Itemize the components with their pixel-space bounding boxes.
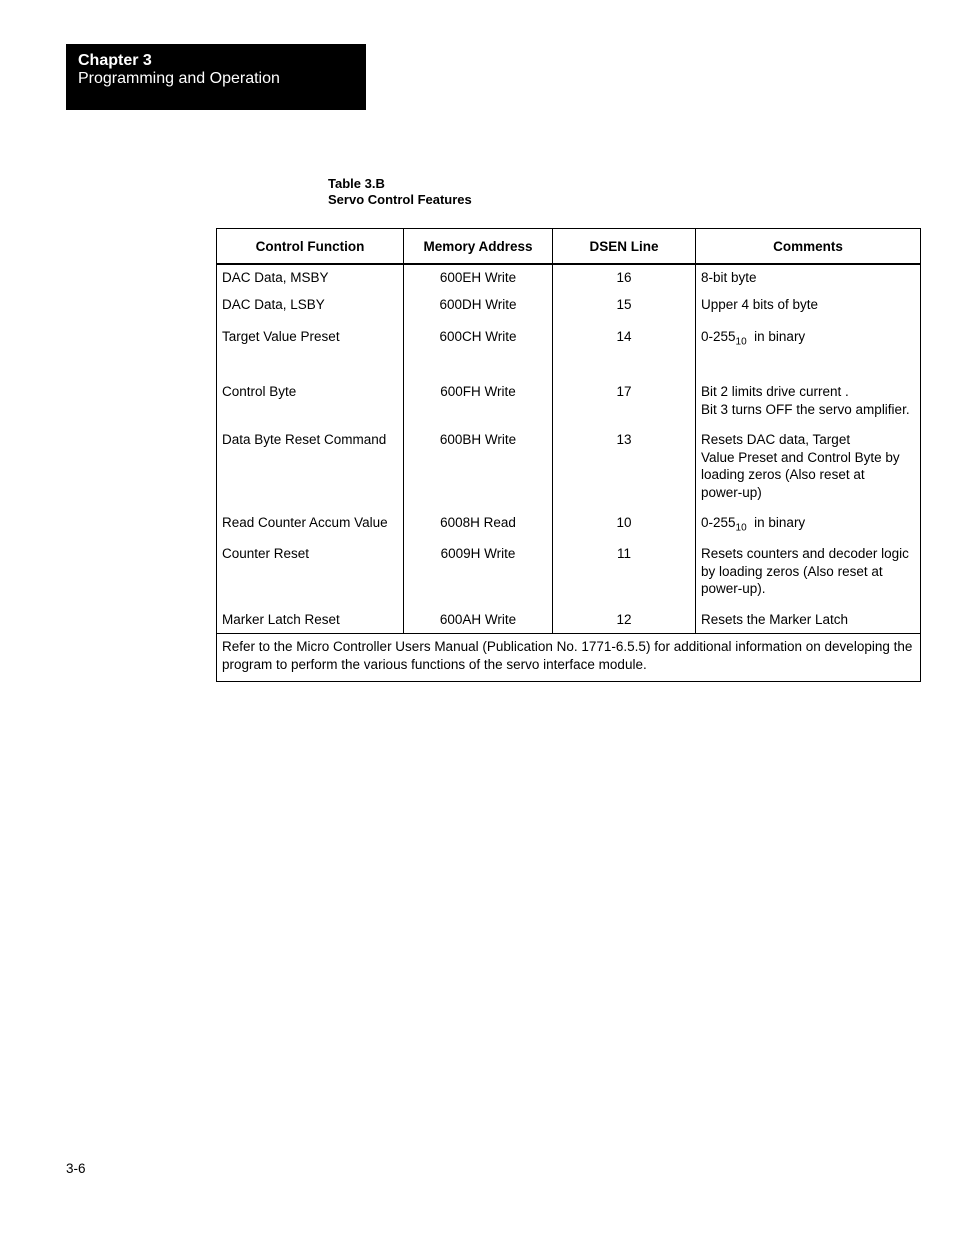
cell-function: DAC Data, MSBY <box>217 264 404 296</box>
comment-line: power-up). <box>701 581 766 596</box>
comment-line: Bit 3 turns OFF the servo amplifier. <box>701 401 910 417</box>
table-number: Table 3.B <box>328 176 385 191</box>
cell-function: DAC Data, LSBY <box>217 296 404 328</box>
cell-function: Read Counter Accum Value <box>217 514 404 545</box>
comment-line: Bit 2 limits drive current . <box>701 384 849 399</box>
comment-line: by loading zeros (Also reset at <box>701 563 883 579</box>
cell-dsen: 17 <box>553 383 696 431</box>
cell-comment <box>696 611 921 634</box>
comment-line: 8-bit byte <box>701 270 757 285</box>
cell-comment <box>696 431 921 514</box>
table-header-row <box>217 229 921 265</box>
comment-line: Resets the Marker Latch <box>701 612 849 627</box>
table-row <box>217 431 921 514</box>
cell-function: Marker Latch Reset <box>217 611 404 634</box>
comment-line: Value Preset and Control Byte by <box>701 449 900 465</box>
chapter-number: Chapter 3 <box>78 52 152 69</box>
table-row <box>217 611 921 634</box>
chapter-header <box>66 44 366 110</box>
comment-range: 0-255 <box>701 329 736 344</box>
comment-line: Resets counters and decoder logic <box>701 546 909 561</box>
page-number: 3-6 <box>66 1161 86 1176</box>
cell-dsen: 13 <box>553 431 696 514</box>
comment-subscript: 10 <box>735 522 747 534</box>
table-row <box>217 383 921 431</box>
table-row <box>217 328 921 383</box>
comment-line: loading zeros (Also reset at <box>701 467 865 482</box>
cell-dsen: 16 <box>553 264 696 296</box>
comment-range: 0-255 <box>701 515 736 530</box>
cell-function: Control Byte <box>217 383 404 431</box>
cell-dsen: 10 <box>553 514 696 545</box>
cell-address: 600CH Write <box>404 328 553 383</box>
table-row <box>217 514 921 545</box>
column-header-control-function: Control Function <box>217 229 404 265</box>
cell-address: 600FH Write <box>404 383 553 431</box>
table-note-row <box>217 634 921 682</box>
cell-comment <box>696 514 921 545</box>
cell-comment <box>696 328 921 383</box>
cell-comment <box>696 545 921 611</box>
cell-address: 600DH Write <box>404 296 553 328</box>
cell-comment <box>696 264 921 296</box>
comment-line: Resets DAC data, Target <box>701 432 851 447</box>
comment-suffix: in binary <box>746 329 806 344</box>
comment-line: power-up) <box>701 484 762 500</box>
column-header-comments: Comments <box>696 229 921 265</box>
servo-control-features-table <box>216 228 921 682</box>
cell-dsen: 14 <box>553 328 696 383</box>
table-note: Refer to the Micro Controller Users Manual (Publication No. 1771-6.5.5) for additional information on developing the program to perform the various functions of the servo interface module. <box>217 634 921 682</box>
cell-comment <box>696 383 921 431</box>
chapter-title: Programming and Operation <box>78 70 280 87</box>
cell-address: 600BH Write <box>404 431 553 514</box>
column-header-dsen-line: DSEN Line <box>553 229 696 265</box>
table-row <box>217 545 921 611</box>
cell-dsen: 12 <box>553 611 696 634</box>
table-row <box>217 296 921 328</box>
table-title: Servo Control Features <box>328 192 472 207</box>
cell-function: Target Value Preset <box>217 328 404 383</box>
cell-address: 6008H Read <box>404 514 553 545</box>
cell-function: Counter Reset <box>217 545 404 611</box>
comment-subscript: 10 <box>735 336 747 348</box>
comment-line: Upper 4 bits of byte <box>701 297 819 312</box>
cell-address: 600EH Write <box>404 264 553 296</box>
table-row <box>217 264 921 296</box>
cell-address: 6009H Write <box>404 545 553 611</box>
column-header-memory-address: Memory Address <box>404 229 553 265</box>
cell-address: 600AH Write <box>404 611 553 634</box>
cell-function: Data Byte Reset Command <box>217 431 404 514</box>
cell-dsen: 11 <box>553 545 696 611</box>
table-caption <box>328 176 472 208</box>
cell-comment <box>696 296 921 328</box>
comment-suffix: in binary <box>746 515 806 530</box>
cell-dsen: 15 <box>553 296 696 328</box>
